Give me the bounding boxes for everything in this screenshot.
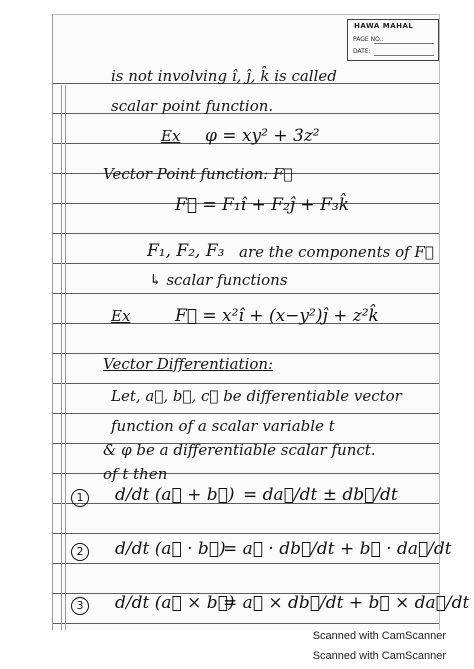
page-header-box [347,19,439,61]
ruled-line [53,353,439,354]
formula-3-lhs: d/dt (a⃗ × b⃗) [115,593,235,613]
ruled-line [53,533,439,534]
page-no-label: PAGE NO.: [353,36,384,43]
formula-number-3: 3 [71,597,89,615]
example-2-label: Ex [111,307,131,325]
formula-number-1: 1 [71,489,89,507]
text-line-let-2: function of a scalar variable t [111,417,335,435]
text-line-let-1: Let, a⃗, b⃗, c⃗ be differentiable vector [111,387,402,405]
brand-label: HAWA MAHAL [354,22,414,30]
formula-1-rhs: = da⃗/dt ± db⃗/dt [243,485,398,505]
text-line-2: scalar point function. [111,97,274,115]
formula-1-lhs: d/dt (a⃗ + b⃗) [115,485,235,505]
components-text: are the components of F⃗ [239,243,434,261]
ruled-line [53,413,439,414]
date-label: DATE: [353,48,371,55]
page-no-line [374,43,434,44]
formula-3-rhs: = a⃗ × db⃗/dt + b⃗ × da⃗/dt [223,593,470,613]
vector-differentiation-heading: Vector Differentiation: [103,355,274,373]
formula-number-2: 2 [71,543,89,561]
vector-point-function-equation: F⃗ = F₁î + F₂ĵ + F₃k̂ [175,195,349,215]
margin-line [61,85,62,630]
ruled-line [53,263,439,264]
formula-2-lhs: d/dt (a⃗ · b⃗) [115,539,226,559]
camscanner-watermark: Scanned with CamScanner [312,630,446,642]
example-2-equation: F⃗ = x²î + (x−y²)ĵ + z²k̂ [175,306,379,326]
example-label: Ex [161,127,181,145]
notebook-page [52,14,470,630]
margin-line [65,85,66,630]
ruled-line [53,563,439,564]
ruled-line [53,623,439,624]
text-line-let-4: of t then [103,465,168,483]
camscanner-watermark: Scanned with CamScanner [312,650,446,662]
components-symbols: F₁, F₂, F₃ [147,241,225,261]
ruled-line [53,293,439,294]
ruled-line [53,233,439,234]
example-equation: φ = xy² + 3z² [205,126,320,146]
formula-2-rhs: = a⃗ · db⃗/dt + b⃗ · da⃗/dt [223,539,452,559]
date-line [374,55,434,56]
ruled-line [53,383,439,384]
vector-point-function-heading: Vector Point function: F⃗ [103,165,293,183]
text-line-let-3: & φ be a differentiable scalar funct. [103,441,376,459]
text-line-1: is not involving î, ĵ, k̂ is called [111,67,337,85]
scalar-functions-note: ↳ scalar functions [149,271,288,289]
